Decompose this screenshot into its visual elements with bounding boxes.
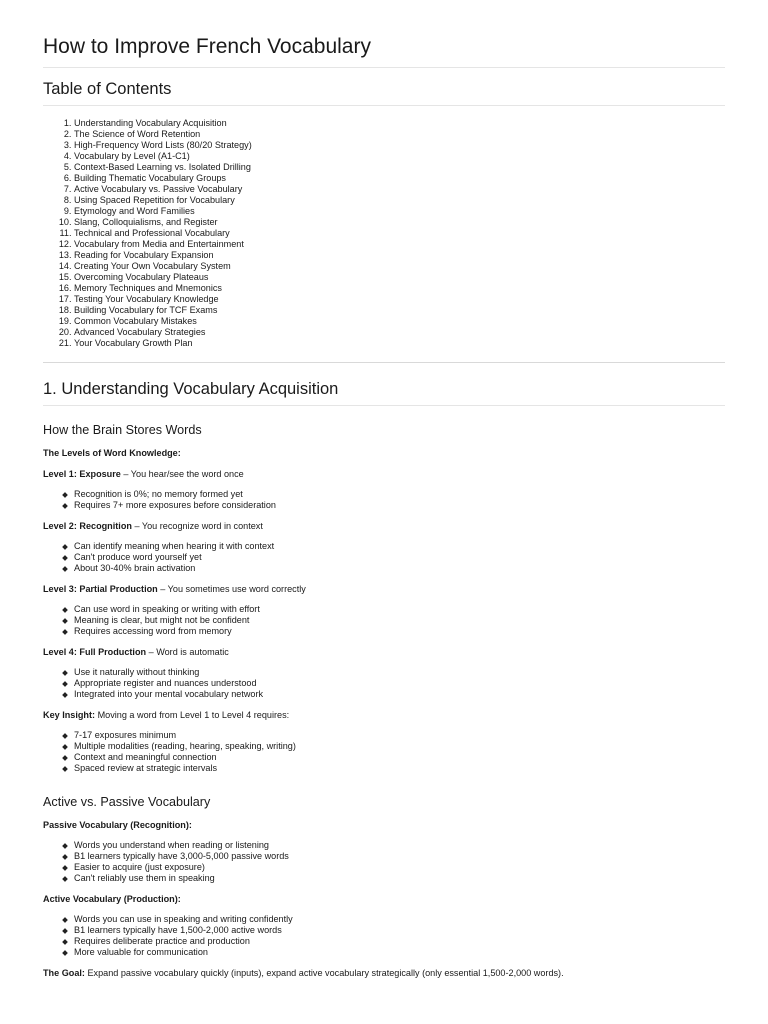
- goal-paragraph: The Goal: Expand passive vocabulary quickly (inputs), expand active vocabulary strategically (only essential 1,500-2,000 words).: [43, 968, 564, 978]
- list-item: B1 learners typically have 3,000-5,000 passive words: [74, 851, 725, 862]
- active-label: Active Vocabulary (Production):: [43, 894, 181, 904]
- level-2-paragraph: Level 2: Recognition – You recognize word in context: [43, 521, 263, 531]
- passive-label: Passive Vocabulary (Recognition):: [43, 820, 192, 830]
- list-item: Meaning is clear, but might not be confident: [74, 615, 725, 626]
- list-item: More valuable for communication: [74, 947, 725, 958]
- toc-item[interactable]: 14. Creating Your Own Vocabulary System: [74, 261, 725, 272]
- list-item: Can use word in speaking or writing with effort: [74, 604, 725, 615]
- list-item: Use it naturally without thinking: [74, 667, 725, 678]
- levels-label: The Levels of Word Knowledge:: [43, 448, 181, 458]
- list-item: Requires 7+ more exposures before consideration: [74, 500, 725, 511]
- list-item: Appropriate register and nuances understood: [74, 678, 725, 689]
- list-item: Requires deliberate practice and production: [74, 936, 725, 947]
- list-item: Can't reliably use them in speaking: [74, 873, 725, 884]
- level-4-list: [43, 667, 725, 700]
- toc-item[interactable]: 6. Building Thematic Vocabulary Groups: [74, 173, 725, 184]
- page-title: How to Improve French Vocabulary: [43, 0, 725, 68]
- toc-item[interactable]: 10. Slang, Colloquialisms, and Register: [74, 217, 725, 228]
- toc-item[interactable]: 17. Testing Your Vocabulary Knowledge: [74, 294, 725, 305]
- list-item: Can identify meaning when hearing it with context: [74, 541, 725, 552]
- toc-item[interactable]: 11. Technical and Professional Vocabulary: [74, 228, 725, 239]
- subsection-heading: How the Brain Stores Words: [43, 423, 202, 437]
- toc-list: [43, 118, 725, 349]
- toc-item[interactable]: 7. Active Vocabulary vs. Passive Vocabulary: [74, 184, 725, 195]
- level-4-paragraph: Level 4: Full Production – Word is automatic: [43, 647, 229, 657]
- level-3-list: [43, 604, 725, 637]
- toc-item[interactable]: 16. Memory Techniques and Mnemonics: [74, 283, 725, 294]
- toc-item[interactable]: 13. Reading for Vocabulary Expansion: [74, 250, 725, 261]
- level-1-paragraph: Level 1: Exposure – You hear/see the word once: [43, 469, 244, 479]
- list-item: About 30-40% brain activation: [74, 563, 725, 574]
- toc-heading: Table of Contents: [43, 80, 725, 106]
- list-item: Context and meaningful connection: [74, 752, 725, 763]
- list-item: Recognition is 0%; no memory formed yet: [74, 489, 725, 500]
- list-item: Easier to acquire (just exposure): [74, 862, 725, 873]
- subsection-heading: Active vs. Passive Vocabulary: [43, 795, 211, 809]
- section-heading: 1. Understanding Vocabulary Acquisition: [43, 380, 725, 406]
- toc-item[interactable]: 8. Using Spaced Repetition for Vocabulary: [74, 195, 725, 206]
- toc-item[interactable]: 18. Building Vocabulary for TCF Exams: [74, 305, 725, 316]
- list-item: Integrated into your mental vocabulary network: [74, 689, 725, 700]
- list-item: 7-17 exposures minimum: [74, 730, 725, 741]
- toc-item[interactable]: 3. High-Frequency Word Lists (80/20 Strategy): [74, 140, 725, 151]
- toc-item[interactable]: 1. Understanding Vocabulary Acquisition: [74, 118, 725, 129]
- toc-item[interactable]: 19. Common Vocabulary Mistakes: [74, 316, 725, 327]
- list-item: B1 learners typically have 1,500-2,000 active words: [74, 925, 725, 936]
- list-item: Words you understand when reading or listening: [74, 840, 725, 851]
- toc-item[interactable]: 9. Etymology and Word Families: [74, 206, 725, 217]
- level-1-list: [43, 489, 725, 511]
- passive-list: [43, 840, 725, 884]
- key-insight-paragraph: Key Insight: Moving a word from Level 1 to Level 4 requires:: [43, 710, 290, 720]
- toc-item[interactable]: 2. The Science of Word Retention: [74, 129, 725, 140]
- section-divider: [43, 362, 725, 363]
- toc-item[interactable]: 15. Overcoming Vocabulary Plateaus: [74, 272, 725, 283]
- level-3-paragraph: Level 3: Partial Production – You sometimes use word correctly: [43, 584, 306, 594]
- toc-item[interactable]: 12. Vocabulary from Media and Entertainment: [74, 239, 725, 250]
- list-item: Words you can use in speaking and writing confidently: [74, 914, 725, 925]
- active-list: [43, 914, 725, 958]
- list-item: Can't produce word yourself yet: [74, 552, 725, 563]
- toc-item[interactable]: 4. Vocabulary by Level (A1-C1): [74, 151, 725, 162]
- toc-item[interactable]: 5. Context-Based Learning vs. Isolated Drilling: [74, 162, 725, 173]
- list-item: Spaced review at strategic intervals: [74, 763, 725, 774]
- list-item: Multiple modalities (reading, hearing, speaking, writing): [74, 741, 725, 752]
- toc-item[interactable]: 21. Your Vocabulary Growth Plan: [74, 338, 725, 349]
- level-2-list: [43, 541, 725, 574]
- key-insight-list: [43, 730, 725, 774]
- list-item: Requires accessing word from memory: [74, 626, 725, 637]
- toc-item[interactable]: 20. Advanced Vocabulary Strategies: [74, 327, 725, 338]
